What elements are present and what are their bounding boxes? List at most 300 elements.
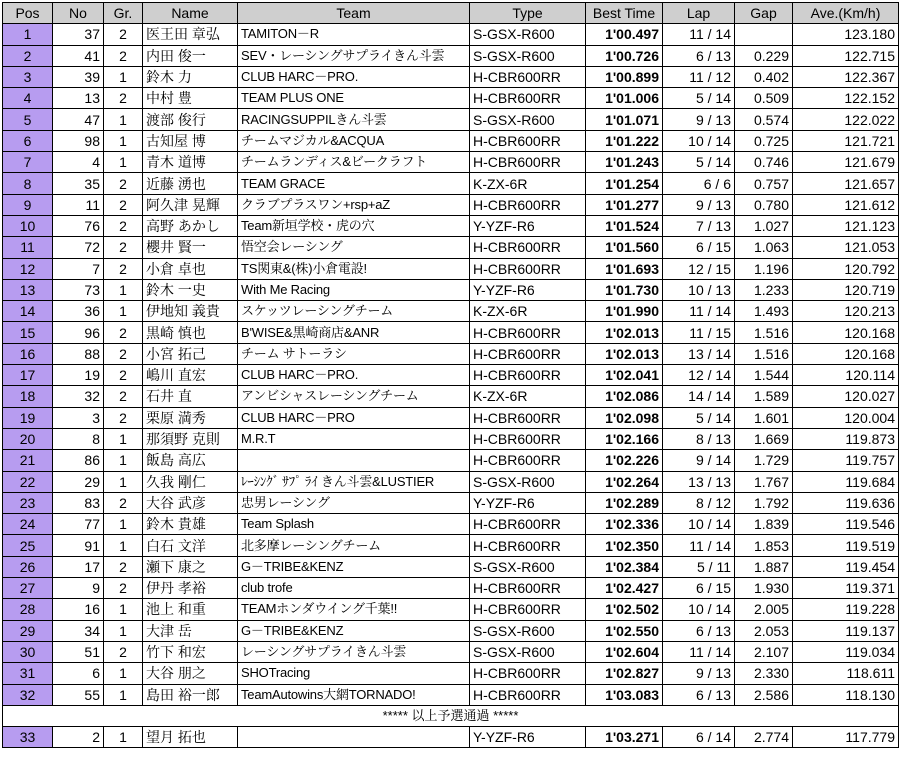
gap-cell: 0.509 (735, 88, 793, 109)
best-time-cell: 1'02.336 (586, 514, 663, 535)
group-cell: 2 (104, 194, 143, 215)
group-cell: 1 (104, 471, 143, 492)
pos-cell: 29 (3, 620, 53, 641)
best-time-cell: 1'01.277 (586, 194, 663, 215)
machine-type-cell: S-GSX-R600 (470, 641, 586, 662)
pos-cell: 30 (3, 641, 53, 662)
machine-type-cell: H-CBR600RR (470, 258, 586, 279)
best-time-cell: 1'03.083 (586, 684, 663, 705)
rider-name-cell: 鈴木 力 (143, 66, 238, 87)
average-speed-cell: 121.657 (793, 173, 899, 194)
team-cell: G－TRIBE&KENZ (238, 620, 470, 641)
machine-type-cell: H-CBR600RR (470, 578, 586, 599)
team-cell: SHOTracing (238, 663, 470, 684)
lap-cell: 11 / 14 (663, 641, 735, 662)
machine-type-cell: H-CBR600RR (470, 365, 586, 386)
team-cell: スケッツレーシングチーム (238, 301, 470, 322)
number-cell: 9 (53, 578, 104, 599)
lap-cell: 10 / 14 (663, 130, 735, 151)
lap-cell: 8 / 13 (663, 428, 735, 449)
rider-name-cell: 鈴木 貴雄 (143, 514, 238, 535)
gap-cell: 2.005 (735, 599, 793, 620)
separator-row (3, 705, 899, 726)
results-body (3, 24, 899, 706)
pos-cell: 20 (3, 428, 53, 449)
best-time-cell: 1'02.289 (586, 492, 663, 513)
lap-cell: 11 / 14 (663, 301, 735, 322)
team-cell: CLUB HARC－PRO. (238, 365, 470, 386)
number-cell: 19 (53, 365, 104, 386)
pos-cell: 6 (3, 130, 53, 151)
team-cell: 忠男レーシング (238, 492, 470, 513)
group-cell: 2 (104, 258, 143, 279)
number-cell: 35 (53, 173, 104, 194)
number-cell: 73 (53, 279, 104, 300)
group-cell: 2 (104, 343, 143, 364)
average-speed-cell: 119.873 (793, 428, 899, 449)
average-speed-cell: 121.053 (793, 237, 899, 258)
machine-type-cell: H-CBR600RR (470, 684, 586, 705)
table-row (3, 343, 899, 364)
gap-cell: 0.746 (735, 152, 793, 173)
rider-name-cell: 大谷 武彦 (143, 492, 238, 513)
rider-name-cell: 久我 剛仁 (143, 471, 238, 492)
rider-name-cell: 阿久津 晃輝 (143, 194, 238, 215)
rider-name-cell: 那須野 克則 (143, 428, 238, 449)
pos-cell: 4 (3, 88, 53, 109)
gap-cell (735, 24, 793, 45)
table-row (3, 535, 899, 556)
average-speed-cell: 120.004 (793, 407, 899, 428)
team-cell: アンビシャスレーシングチーム (238, 386, 470, 407)
rider-name-cell: 中村 豊 (143, 88, 238, 109)
rider-name-cell: 栗原 満秀 (143, 407, 238, 428)
lap-cell: 10 / 14 (663, 599, 735, 620)
gap-cell: 1.729 (735, 450, 793, 471)
best-time-cell: 1'02.098 (586, 407, 663, 428)
group-cell: 1 (104, 279, 143, 300)
gap-cell: 0.757 (735, 173, 793, 194)
machine-type-cell: Y-YZF-R6 (470, 727, 586, 748)
average-speed-cell: 120.027 (793, 386, 899, 407)
header-name: Name (143, 3, 238, 24)
lap-cell: 12 / 14 (663, 365, 735, 386)
machine-type-cell: K-ZX-6R (470, 173, 586, 194)
pos-cell: 9 (3, 194, 53, 215)
team-cell: TeamAutowins大網TORNADO! (238, 684, 470, 705)
group-cell: 1 (104, 684, 143, 705)
average-speed-cell: 120.792 (793, 258, 899, 279)
best-time-cell: 1'01.222 (586, 130, 663, 151)
separator-body (3, 705, 899, 726)
lap-cell: 14 / 14 (663, 386, 735, 407)
gap-cell: 1.516 (735, 343, 793, 364)
pos-cell: 14 (3, 301, 53, 322)
machine-type-cell: S-GSX-R600 (470, 556, 586, 577)
pos-cell: 19 (3, 407, 53, 428)
table-row (3, 66, 899, 87)
number-cell: 83 (53, 492, 104, 513)
average-speed-cell: 123.180 (793, 24, 899, 45)
table-row (3, 237, 899, 258)
team-cell: レーシングサプライきん斗雲 (238, 641, 470, 662)
gap-cell: 1.544 (735, 365, 793, 386)
pos-cell: 3 (3, 66, 53, 87)
rider-name-cell: 大津 岳 (143, 620, 238, 641)
team-cell: 北多摩レーシングチーム (238, 535, 470, 556)
table-row (3, 620, 899, 641)
lap-cell: 7 / 13 (663, 215, 735, 236)
gap-cell: 0.402 (735, 66, 793, 87)
average-speed-cell: 118.130 (793, 684, 899, 705)
lap-cell: 11 / 12 (663, 66, 735, 87)
gap-cell: 2.107 (735, 641, 793, 662)
team-cell: B'WISE&黒崎商店&ANR (238, 322, 470, 343)
machine-type-cell: K-ZX-6R (470, 301, 586, 322)
pos-cell: 32 (3, 684, 53, 705)
group-cell: 2 (104, 215, 143, 236)
best-time-cell: 1'02.166 (586, 428, 663, 449)
table-row (3, 428, 899, 449)
number-cell: 88 (53, 343, 104, 364)
gap-cell: 0.574 (735, 109, 793, 130)
table-row (3, 24, 899, 45)
rider-name-cell: 渡部 俊行 (143, 109, 238, 130)
rider-name-cell: 青木 道博 (143, 152, 238, 173)
rider-name-cell: 嶋川 直宏 (143, 365, 238, 386)
best-time-cell: 1'00.726 (586, 45, 663, 66)
rider-name-cell: 白石 文洋 (143, 535, 238, 556)
group-cell: 2 (104, 88, 143, 109)
pos-cell: 1 (3, 24, 53, 45)
average-speed-cell: 120.168 (793, 322, 899, 343)
gap-cell: 0.780 (735, 194, 793, 215)
gap-cell: 1.767 (735, 471, 793, 492)
number-cell: 47 (53, 109, 104, 130)
best-time-cell: 1'03.271 (586, 727, 663, 748)
machine-type-cell: Y-YZF-R6 (470, 215, 586, 236)
lap-cell: 10 / 13 (663, 279, 735, 300)
header-no: No (53, 3, 104, 24)
group-cell: 1 (104, 663, 143, 684)
group-cell: 1 (104, 152, 143, 173)
rider-name-cell: 高野 あかし (143, 215, 238, 236)
best-time-cell: 1'02.427 (586, 578, 663, 599)
table-row (3, 45, 899, 66)
gap-cell: 1.063 (735, 237, 793, 258)
table-row (3, 514, 899, 535)
gap-cell: 1.853 (735, 535, 793, 556)
average-speed-cell: 119.757 (793, 450, 899, 471)
number-cell: 86 (53, 450, 104, 471)
number-cell: 77 (53, 514, 104, 535)
team-cell: クラブプラスワン+rsp+aZ (238, 194, 470, 215)
table-row (3, 684, 899, 705)
best-time-cell: 1'02.086 (586, 386, 663, 407)
group-cell: 1 (104, 428, 143, 449)
lap-cell: 5 / 11 (663, 556, 735, 577)
group-cell: 2 (104, 386, 143, 407)
header-type: Type (470, 3, 586, 24)
pos-cell: 8 (3, 173, 53, 194)
average-speed-cell: 122.022 (793, 109, 899, 130)
team-cell: club trofe (238, 578, 470, 599)
number-cell: 96 (53, 322, 104, 343)
group-cell: 1 (104, 620, 143, 641)
pos-cell: 12 (3, 258, 53, 279)
rider-name-cell: 小宮 拓己 (143, 343, 238, 364)
lap-cell: 6 / 13 (663, 684, 735, 705)
lap-cell: 9 / 13 (663, 194, 735, 215)
average-speed-cell: 121.612 (793, 194, 899, 215)
pos-cell: 21 (3, 450, 53, 471)
lap-cell: 11 / 14 (663, 24, 735, 45)
average-speed-cell: 119.684 (793, 471, 899, 492)
group-cell: 2 (104, 492, 143, 513)
gap-cell: 1.887 (735, 556, 793, 577)
pos-cell: 5 (3, 109, 53, 130)
best-time-cell: 1'01.243 (586, 152, 663, 173)
rider-name-cell: 伊丹 孝裕 (143, 578, 238, 599)
team-cell: ﾚｰｼﾝｸﾞ ｻﾌﾟ ﾗｲ きん斗雲&LUSTIER (238, 471, 470, 492)
machine-type-cell: S-GSX-R600 (470, 471, 586, 492)
rider-name-cell: 池上 和重 (143, 599, 238, 620)
table-row (3, 88, 899, 109)
group-cell: 1 (104, 130, 143, 151)
best-time-cell: 1'02.384 (586, 556, 663, 577)
best-time-cell: 1'02.226 (586, 450, 663, 471)
number-cell: 4 (53, 152, 104, 173)
number-cell: 39 (53, 66, 104, 87)
gap-cell: 1.196 (735, 258, 793, 279)
gap-cell: 1.930 (735, 578, 793, 599)
machine-type-cell: H-CBR600RR (470, 428, 586, 449)
table-row (3, 215, 899, 236)
table-row (3, 365, 899, 386)
rider-name-cell: 近藤 湧也 (143, 173, 238, 194)
group-cell: 2 (104, 322, 143, 343)
table-row (3, 407, 899, 428)
team-cell: CLUB HARC－PRO (238, 407, 470, 428)
best-time-cell: 1'00.497 (586, 24, 663, 45)
qualifying-results-table (2, 2, 899, 748)
table-row (3, 556, 899, 577)
machine-type-cell: H-CBR600RR (470, 66, 586, 87)
best-time-cell: 1'02.502 (586, 599, 663, 620)
team-cell: G－TRIBE&KENZ (238, 556, 470, 577)
header-lap: Lap (663, 3, 735, 24)
average-speed-cell: 119.137 (793, 620, 899, 641)
table-row (3, 258, 899, 279)
pos-cell: 11 (3, 237, 53, 258)
team-cell: CLUB HARC－PRO. (238, 66, 470, 87)
gap-cell: 2.774 (735, 727, 793, 748)
best-time-cell: 1'02.013 (586, 322, 663, 343)
gap-cell: 1.669 (735, 428, 793, 449)
machine-type-cell: H-CBR600RR (470, 663, 586, 684)
average-speed-cell: 119.034 (793, 641, 899, 662)
group-cell: 1 (104, 535, 143, 556)
average-speed-cell: 119.636 (793, 492, 899, 513)
pos-cell: 24 (3, 514, 53, 535)
group-cell: 1 (104, 450, 143, 471)
rider-name-cell: 古知屋 博 (143, 130, 238, 151)
number-cell: 41 (53, 45, 104, 66)
gap-cell: 1.233 (735, 279, 793, 300)
qualification-separator: ***** 以上予選通過 ***** (3, 705, 899, 726)
table-row (3, 152, 899, 173)
lap-cell: 6 / 15 (663, 578, 735, 599)
rider-name-cell: 大谷 朋之 (143, 663, 238, 684)
rider-name-cell: 伊地知 義貴 (143, 301, 238, 322)
average-speed-cell: 120.114 (793, 365, 899, 386)
number-cell: 7 (53, 258, 104, 279)
gap-cell: 0.725 (735, 130, 793, 151)
rider-name-cell: 内田 俊一 (143, 45, 238, 66)
machine-type-cell: S-GSX-R600 (470, 24, 586, 45)
team-cell (238, 450, 470, 471)
machine-type-cell: Y-YZF-R6 (470, 279, 586, 300)
average-speed-cell: 121.123 (793, 215, 899, 236)
team-cell: With Me Racing (238, 279, 470, 300)
non-qualified-body (3, 727, 899, 748)
best-time-cell: 1'01.071 (586, 109, 663, 130)
gap-cell: 1.516 (735, 322, 793, 343)
table-row (3, 663, 899, 684)
team-cell: TAMITON－R (238, 24, 470, 45)
lap-cell: 9 / 13 (663, 663, 735, 684)
average-speed-cell: 122.367 (793, 66, 899, 87)
table-row (3, 279, 899, 300)
pos-cell: 31 (3, 663, 53, 684)
pos-cell: 25 (3, 535, 53, 556)
group-cell: 2 (104, 237, 143, 258)
rider-name-cell: 望月 拓也 (143, 727, 238, 748)
lap-cell: 11 / 14 (663, 535, 735, 556)
average-speed-cell: 120.213 (793, 301, 899, 322)
group-cell: 2 (104, 578, 143, 599)
number-cell: 13 (53, 88, 104, 109)
average-speed-cell: 117.779 (793, 727, 899, 748)
pos-cell: 13 (3, 279, 53, 300)
header-pos: Pos (3, 3, 53, 24)
best-time-cell: 1'01.730 (586, 279, 663, 300)
pos-cell: 18 (3, 386, 53, 407)
team-cell: M.R.T (238, 428, 470, 449)
group-cell: 2 (104, 556, 143, 577)
lap-cell: 6 / 14 (663, 727, 735, 748)
lap-cell: 11 / 15 (663, 322, 735, 343)
best-time-cell: 1'00.899 (586, 66, 663, 87)
machine-type-cell: S-GSX-R600 (470, 620, 586, 641)
rider-name-cell: 小倉 卓也 (143, 258, 238, 279)
table-row (3, 194, 899, 215)
group-cell: 1 (104, 599, 143, 620)
team-cell: チームランディス&ビークラフト (238, 152, 470, 173)
group-cell: 1 (104, 727, 143, 748)
machine-type-cell: H-CBR600RR (470, 130, 586, 151)
group-cell: 2 (104, 641, 143, 662)
team-cell: SEV・レーシングサプライきん斗雲 (238, 45, 470, 66)
number-cell: 91 (53, 535, 104, 556)
average-speed-cell: 119.228 (793, 599, 899, 620)
header-gap: Gap (735, 3, 793, 24)
team-cell: Team新垣学校・虎の穴 (238, 215, 470, 236)
number-cell: 98 (53, 130, 104, 151)
pos-cell: 23 (3, 492, 53, 513)
table-row (3, 322, 899, 343)
average-speed-cell: 120.168 (793, 343, 899, 364)
table-row (3, 173, 899, 194)
table-row (3, 578, 899, 599)
team-cell: Team Splash (238, 514, 470, 535)
machine-type-cell: H-CBR600RR (470, 407, 586, 428)
machine-type-cell: H-CBR600RR (470, 88, 586, 109)
header-gr: Gr. (104, 3, 143, 24)
average-speed-cell: 122.715 (793, 45, 899, 66)
lap-cell: 13 / 14 (663, 343, 735, 364)
group-cell: 1 (104, 514, 143, 535)
machine-type-cell: Y-YZF-R6 (470, 492, 586, 513)
team-cell: チームマジカル&ACQUA (238, 130, 470, 151)
best-time-cell: 1'02.550 (586, 620, 663, 641)
average-speed-cell: 118.611 (793, 663, 899, 684)
machine-type-cell: H-CBR600RR (470, 152, 586, 173)
rider-name-cell: 医王田 章弘 (143, 24, 238, 45)
number-cell: 29 (53, 471, 104, 492)
number-cell: 2 (53, 727, 104, 748)
gap-cell: 1.027 (735, 215, 793, 236)
group-cell: 1 (104, 301, 143, 322)
best-time-cell: 1'01.560 (586, 237, 663, 258)
pos-cell: 26 (3, 556, 53, 577)
pos-cell: 16 (3, 343, 53, 364)
lap-cell: 5 / 14 (663, 88, 735, 109)
number-cell: 6 (53, 663, 104, 684)
machine-type-cell: S-GSX-R600 (470, 45, 586, 66)
rider-name-cell: 鈴木 一史 (143, 279, 238, 300)
team-cell (238, 727, 470, 748)
average-speed-cell: 122.152 (793, 88, 899, 109)
header-row (3, 3, 899, 24)
header-team: Team (238, 3, 470, 24)
pos-cell: 2 (3, 45, 53, 66)
table-row (3, 130, 899, 151)
table-row (3, 471, 899, 492)
gap-cell: 1.601 (735, 407, 793, 428)
machine-type-cell: H-CBR600RR (470, 237, 586, 258)
lap-cell: 9 / 13 (663, 109, 735, 130)
team-cell: RACINGSUPPILきん斗雲 (238, 109, 470, 130)
rider-name-cell: 櫻井 賢一 (143, 237, 238, 258)
number-cell: 34 (53, 620, 104, 641)
table-row (3, 450, 899, 471)
number-cell: 51 (53, 641, 104, 662)
best-time-cell: 1'01.524 (586, 215, 663, 236)
lap-cell: 9 / 14 (663, 450, 735, 471)
team-cell: TEAM PLUS ONE (238, 88, 470, 109)
rider-name-cell: 黒崎 慎也 (143, 322, 238, 343)
pos-cell: 17 (3, 365, 53, 386)
average-speed-cell: 121.679 (793, 152, 899, 173)
machine-type-cell: H-CBR600RR (470, 535, 586, 556)
team-cell: TEAMホンダウイング千葉!! (238, 599, 470, 620)
table-row (3, 301, 899, 322)
team-cell: 悟空会レーシング (238, 237, 470, 258)
gap-cell: 1.589 (735, 386, 793, 407)
number-cell: 72 (53, 237, 104, 258)
gap-cell: 0.229 (735, 45, 793, 66)
